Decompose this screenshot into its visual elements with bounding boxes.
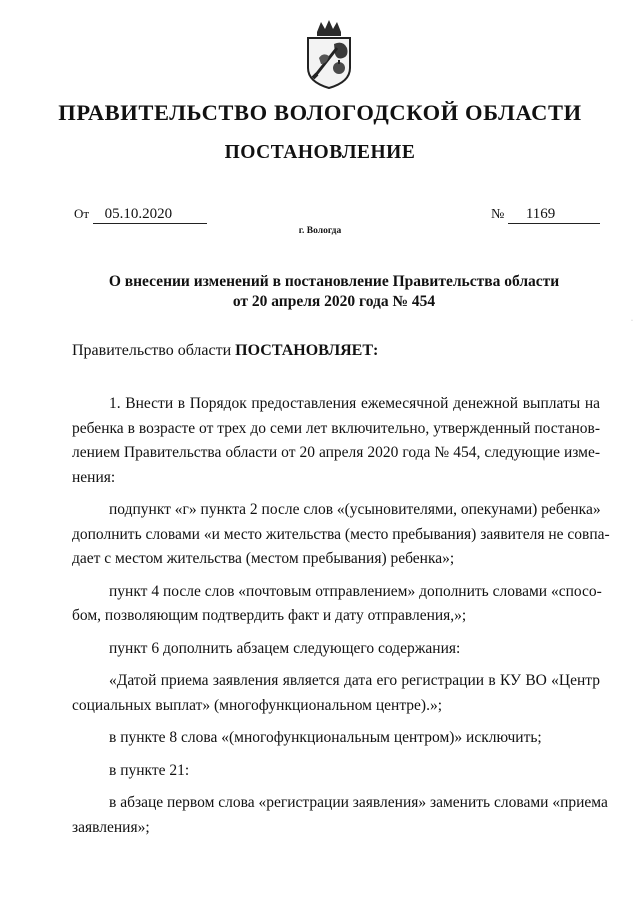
- scan-mark: ·: [631, 318, 633, 324]
- body-paragraph: [72, 791, 608, 840]
- coat-of-arms-emblem: [303, 18, 355, 90]
- document-subject: [0, 272, 640, 312]
- paragraph-line: бом, позволяющим подтвердить факт и дату отправления,»;: [72, 607, 467, 624]
- resolve-keyword: ПОСТАНОВЛЯЕТ:: [235, 342, 379, 359]
- paragraph-line: в абзаце первом слова «регистрации заявления» заменить словами «приема: [109, 794, 608, 811]
- body-paragraph: [72, 392, 600, 490]
- resolve-prefix: Правительство области: [72, 342, 232, 359]
- document-type-heading: ПОСТАНОВЛЕНИЕ: [224, 142, 416, 163]
- date-value: 05.10.2020: [93, 206, 207, 224]
- paragraph-line: в пункте 21:: [109, 761, 190, 779]
- paragraph-line: подпункт «г» пункта 2 после слов «(усыновителями, опекунами) ребенка»: [109, 501, 601, 518]
- paragraph-line: «Датой приема заявления является дата его регистрации в КУ ВО «Центр: [109, 672, 600, 689]
- body-paragraph: [72, 637, 600, 662]
- date-row: [74, 206, 207, 224]
- paragraph-line: дает с местом жительства (местом пребывания) ребенка»;: [72, 550, 455, 567]
- body-text: [72, 392, 610, 848]
- number-row: [491, 206, 600, 224]
- subject-line: от 20 апреля 2020 года № 454: [232, 293, 436, 310]
- organization-title: ПРАВИТЕЛЬСТВО ВОЛОГОДСКОЙ ОБЛАСТИ: [58, 100, 582, 125]
- paragraph-line: пункт 4 после слов «почтовым отправлением» дополнить словами «спосо-: [109, 582, 602, 600]
- city-label: г. Вологда: [298, 226, 342, 236]
- paragraph-line: пункт 6 дополнить абзацем следующего содержания:: [109, 639, 461, 657]
- body-paragraph: [72, 498, 610, 572]
- body-paragraph: [72, 669, 600, 718]
- number-label: №: [491, 207, 505, 222]
- number-value: 1169: [508, 206, 600, 224]
- body-paragraph: [72, 726, 600, 751]
- paragraph-line: лением Правительства области от 20 апреля 2020 года № 454, следующие изме-: [72, 444, 600, 461]
- paragraph-line: ребенка в возрасте от трех до семи лет включительно, утвержденный постанов-: [72, 419, 600, 437]
- body-paragraph: [72, 759, 600, 784]
- paragraph-line: заявления»;: [72, 818, 150, 836]
- resolve-statement: [72, 342, 378, 360]
- paragraph-line: 1. Внести в Порядок предоставления ежемесячной денежной выплаты на: [109, 395, 600, 412]
- body-paragraph: [72, 580, 600, 629]
- date-label: От: [74, 206, 90, 221]
- paragraph-line: дополнить словами «и место жительства (место пребывания) заявителя не совпа-: [72, 525, 610, 543]
- paragraph-line: в пункте 8 слова «(многофункциональным центром)» исключить;: [109, 729, 542, 746]
- paragraph-line: нения:: [72, 468, 116, 486]
- subject-line: О внесении изменений в постановление Правительства области: [108, 273, 560, 290]
- paragraph-line: социальных выплат» (многофункциональном центре).»;: [72, 696, 443, 714]
